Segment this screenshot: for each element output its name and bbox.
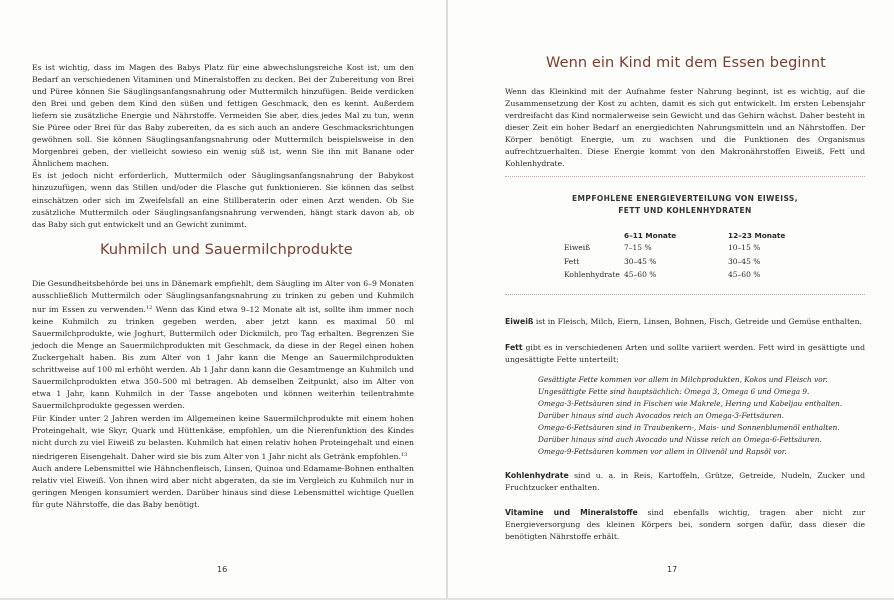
page-number-right: 17 [667, 565, 678, 574]
fett-paragraph [505, 342, 865, 366]
table-cell-value: 45–60 % [624, 270, 657, 280]
fat-example-line: Omega-6-Fettsäuren sind in Traubenkern-, Mais- und Sonnenblumenöl enthalten. [538, 423, 840, 433]
eiweiss-label: Eiweiß [505, 317, 534, 326]
vitamine-label: Vitamine und Mineralstoffe [505, 508, 638, 517]
table-cell-value: 45–60 % [728, 270, 761, 280]
table-bottom-rule [505, 294, 865, 295]
paragraph-text: Wenn das Kind etwa 9–12 Monate alt ist, sollte ihm immer noch keine Kuhmilch zu trinken gegeben werden, aber jetzt kann es maximal 50 ml Sauermilchprodukte, wie Joghurt, Buttermilch oder Dickmilch, pro Tag erhalten. Begrenzen Sie jedoch die Menge an Sauermilchprodukten mit Geschmack, da diese in der Regel einen hohen Zuckergehalt haben. Bis zum Alter von 1 Jahr kann die Menge an Sauermilchprodukten schrittweise auf 100 ml erhöht werden. Ab 1 Jahr dann kann die Gesamtmenge an Kuhmilch und Sauermilchprodukten etwa 350–500 ml betragen. Ab demselben Zeitpunkt, also im Alter von etwa 1 Jahr, kann Kuhmilch in der Tasse angeboten und können weiterhin teilentrahmte Sauermilchprodukte gegessen werden. [32, 305, 414, 411]
footnote-ref: 13 [400, 451, 408, 458]
table-row [564, 241, 798, 255]
table-title-line: EMPFOHLENE ENERGIEVERTEILUNG VON EIWEISS, [572, 194, 798, 203]
vitamine-paragraph [505, 507, 865, 543]
intro-paragraph: Wenn das Kleinkind mit der Aufnahme fester Nahrung beginnt, ist es wichtig, auf die Zusammensetzung der Kost zu achten, damit es sich gut entwickelt. Im ersten Lebensjahr verdreifacht das Kind normalerweise sein Gewicht und das Gehirn wächst. Daher besteht in dieser Zeit ein hoher Bedarf an energiedichten Nahrungsmitteln und an Nährstoffen. Der Körper benötigt Energie, um zu wachsen und die Funktionen des Organismus aufrechtzuerhalten. Diese Energie kommt von den Makronährstoffen Eiweiß, Fett und Kohlenhydrate. [505, 87, 865, 169]
kohlenhydrate-text [505, 470, 865, 494]
fat-example-line: Omega-3-Fettsäuren sind in Fischen wie Makrele, Hering und Kabeljau enthalten. [538, 399, 843, 409]
table-cell-value: 30–45 % [728, 256, 761, 266]
table-top-rule [505, 176, 865, 177]
left-body-text [32, 278, 414, 511]
table-cell-value: 7–15 % [624, 243, 652, 253]
fat-example-line: Ungesättigte Fette sind hauptsächlich: Omega 3, Omega 6 und Omega 9. [538, 387, 810, 397]
fett-text [505, 342, 865, 366]
footnote-ref: 12 [145, 305, 153, 312]
eiweiss-text [505, 316, 865, 328]
fat-example-line: Omega-9-Fettsäuren kommen vor allem in Olivenöl und Rapsöl vor. [538, 447, 787, 457]
fat-examples-list [538, 374, 843, 458]
body-paragraph-2 [32, 413, 414, 463]
page-number-left: 16 [217, 565, 228, 574]
table-title [505, 193, 865, 217]
paragraph-text: ist in Fleisch, Milch, Eiern, Linsen, Bohnen, Fisch, Getreide und Gemüse enthalten. [533, 317, 862, 326]
intro-paragraph-2: Es ist jedoch nicht erforderlich, Muttermilch oder Säuglingsanfangsnahrung der Babykost hinzuzufügen, wenn das Stillen und/oder die Flasche gut funktionieren. Sie können das selbst einschätzen oder sich im Zweifelsfall an eine Stillberaterin oder einen Arzt wenden. Ob Sie zusätzliche Muttermilch oder Säuglingsanfangsnahrung verwenden, hängt stark davon ab, ob das Baby sich gut entwickelt und an Gewicht zunimmt. [32, 171, 414, 229]
paragraph-text: sind ebenfalls wichtig, tragen aber nicht zur Energieversorgung des kleinen Körpers bei, sondern sorgen dafür, dass dieser die benötigten Nährstoffe erhält. [505, 508, 865, 542]
fett-label: Fett [505, 343, 523, 352]
table-cell-value: 30–45 % [624, 256, 657, 266]
energy-distribution-table [564, 229, 798, 282]
right-intro-text [505, 86, 865, 170]
eiweiss-paragraph [505, 316, 865, 328]
right-page [448, 0, 894, 598]
kohlenhydrate-label: Kohlenhydrate [505, 471, 569, 480]
paragraph-text: sind u. a. in Reis, Kartoffeln, Grütze, Getreide, Nudeln, Zucker und Fruchtzucker enthalten. [505, 471, 865, 493]
table-header-empty [564, 229, 624, 241]
fat-example-line: Gesättigte Fette kommen vor allem in Milchprodukten, Kokos und Fleisch vor. [538, 375, 828, 384]
kohlenhydrate-paragraph [505, 470, 865, 494]
table-cell-label: Eiweiß [564, 243, 591, 253]
table-cell-label: Fett [564, 256, 580, 266]
section-heading-essen: Wenn ein Kind mit dem Essen beginnt [546, 55, 826, 71]
body-paragraph-3: Auch andere Lebensmittel wie Hähnchenfleisch, Linsen, Quinoa und Edamame-Bohnen enthalten relativ viel Eiweiß. Von ihnen wird aber nicht abgeraten, da sie im Vergleich zu Kuhmilch nur in geringen Mengen konsumiert werden. Darüber hinaus sind diese Lebensmittel wichtige Quellen für gute Nährstoffe, die das Baby benötigt. [32, 463, 414, 509]
left-intro-text [32, 62, 414, 231]
body-paragraph-1 [32, 278, 414, 413]
table-cell-label: Kohlenhydrate [564, 270, 620, 280]
section-heading-kuhmilch: Kuhmilch und Sauermilchprodukte [100, 242, 353, 258]
table-title-line: FETT UND KOHLENHYDRATEN [618, 206, 752, 215]
table-header-col2: 12–23 Monate [728, 230, 786, 240]
intro-paragraph-1: Es ist wichtig, dass im Magen des Babys Platz für eine abwechslungsreiche Kost ist, um den Bedarf an verschiedenen Vitaminen und Mineralstoffen zu decken. Bei der Zubereitung von Brei und Püree können Sie Säuglingsanfangsnahrung oder Muttermilch hinzufügen. Beide verdicken den Brei und geben dem Kind den süßen und fettigen Geschmack, den es kennt. Außerdem liefern sie zusätzliche Energie und Nährstoffe. Vermeiden Sie aber, dies jedes Mal zu tun, wenn Sie Püree oder Brei für das Baby zubereiten, da es sich auch an andere Geschmacksrichtungen gewöhnen soll. Sie können Säuglingsanfangsnahrung oder Muttermilch beispielsweise in den Morgenbrei geben, der vielleicht sowieso ein wenig süß ist, wenn Sie ihn mit Banane oder Ähnlichem machen. [32, 63, 414, 169]
paragraph-text: Für Kinder unter 2 Jahren werden im Allgemeinen keine Sauermilchprodukte mit einem hohen Proteingehalt, wie Skyr, Quark und Hüttenkäse, empfohlen, um die Nierenfunktion des Kindes nicht durch zu viel Eiweiß zu belasten. Kuhmilch hat einen relativ hohen Proteingehalt und einen niedrigeren Eisengehalt. Daher wird sie bis zum Alter von 1 Jahr nicht als Getränk empfohlen. [32, 413, 414, 461]
vitamine-text [505, 507, 865, 543]
paragraph-text: gibt es in verschiedenen Arten und sollte variiert werden. Fett wird in gesättigte und ungesättigte Fette unterteilt: [505, 343, 865, 365]
left-page [0, 0, 446, 598]
table-row [564, 268, 798, 282]
table-header-col1: 6–11 Monate [624, 230, 677, 240]
fat-example-line: Darüber hinaus sind auch Avocados reich an Omega-3-Fettsäuren. [538, 411, 784, 421]
paragraph-text: Die Gesundheitsbehörde bei uns in Dänemark empfiehlt, dem Säugling im Alter von 6–9 Monaten ausschließlich Muttermilch oder Säuglingsanfangsnahrung zu trinken zu geben und Kuhmilch nur im Essen zu verwenden. [32, 279, 414, 315]
table-row [564, 255, 798, 269]
table-cell-value: 10–15 % [728, 243, 761, 253]
fat-example-line: Darüber hinaus sind auch Avocado und Nüsse reich an Omega-6-Fettsäuren. [538, 435, 822, 445]
table-header-row [564, 229, 798, 241]
